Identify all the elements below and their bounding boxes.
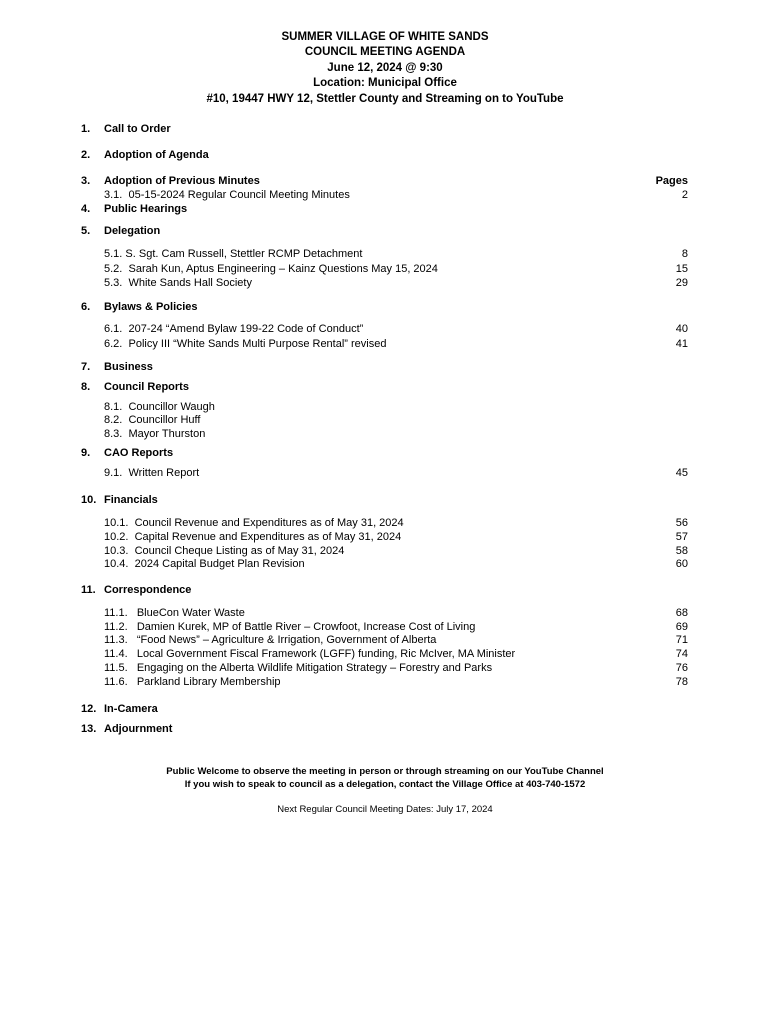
subitem-number: 5.1. — [104, 248, 123, 260]
subitem-label: Sarah Kun, Aptus Engineering – Kainz Questions May 15, 2024 — [128, 263, 438, 275]
subitem-label: BlueCon Water Waste — [136, 607, 245, 619]
agenda-subitem-10-3 — [104, 544, 344, 558]
page-number: 56 — [675, 517, 688, 529]
subitem-label: Council Revenue and Expenditures as of May 31, 2024 — [134, 517, 404, 529]
item-label: In-Camera — [104, 703, 158, 715]
public-welcome-note: Public Welcome to observe the meeting in person or through streaming on our YouTube Channel — [166, 766, 604, 777]
agenda-subitem-3-1 — [104, 188, 350, 202]
item-label: Financials — [104, 494, 158, 506]
agenda-subitem-5-3 — [104, 276, 252, 290]
subitem-number: 8.2. — [104, 414, 123, 426]
header-address: #10, 19447 HWY 12, Stettler County and Streaming on to YouTube — [206, 92, 564, 105]
item-number: 10. — [81, 494, 97, 506]
agenda-subitem-10-2 — [104, 530, 401, 544]
page-number: 71 — [675, 634, 688, 646]
subitem-label: Councillor Huff — [128, 414, 201, 426]
header-location: Location: Municipal Office — [313, 77, 457, 90]
item-label: Public Hearings — [104, 203, 188, 215]
subitem-label: White Sands Hall Society — [128, 277, 252, 289]
page-number: 15 — [675, 263, 688, 275]
agenda-subitem-8-2 — [104, 413, 200, 427]
agenda-subitem-5-1 — [104, 247, 362, 261]
page-number: 40 — [675, 323, 688, 335]
page-number: 74 — [675, 648, 688, 660]
agenda-subitem-8-3 — [104, 427, 205, 441]
subitem-number: 9.1. — [104, 467, 123, 479]
page-number: 45 — [675, 467, 688, 479]
item-number: 11. — [81, 584, 96, 596]
item-number: 3. — [81, 175, 91, 187]
item-label: Adoption of Previous Minutes — [104, 175, 260, 187]
item-label: Council Reports — [104, 381, 189, 393]
agenda-subitem-5-2 — [104, 262, 438, 276]
agenda-subitem-6-2 — [104, 337, 386, 351]
subitem-number: 10.1. — [104, 517, 129, 529]
item-label: Adjournment — [104, 723, 173, 735]
agenda-subitem-8-1 — [104, 400, 215, 414]
agenda-subitem-10-4 — [104, 557, 305, 571]
page-number: 57 — [675, 531, 688, 543]
subitem-number: 6.1. — [104, 323, 123, 335]
page-number: 29 — [675, 277, 688, 289]
page-number: 78 — [675, 676, 688, 688]
agenda-subitem-6-1 — [104, 322, 363, 336]
agenda-subitem-9-1 — [104, 466, 199, 480]
subitem-number: 5.3. — [104, 277, 123, 289]
item-label: CAO Reports — [104, 447, 174, 459]
agenda-subitem-10-1 — [104, 516, 404, 530]
subitem-label: Written Report — [128, 467, 200, 479]
subitem-label: Council Cheque Listing as of May 31, 2024 — [134, 545, 345, 557]
subitem-label: Damien Kurek, MP of Battle River – Crowfoot, Increase Cost of Living — [136, 621, 476, 633]
subitem-number: 10.3. — [104, 545, 129, 557]
item-label: Bylaws & Policies — [104, 301, 198, 313]
header-organization: SUMMER VILLAGE OF WHITE SANDS — [281, 31, 489, 43]
subitem-number: 11.2. — [104, 621, 128, 633]
subitem-label: Local Government Fiscal Framework (LGFF) funding, Ric McIver, MA Minister — [136, 648, 516, 660]
item-number: 9. — [81, 447, 91, 459]
subitem-label: Engaging on the Alberta Wildlife Mitigation Strategy – Forestry and Parks — [136, 662, 493, 674]
page-number: 8 — [681, 248, 688, 260]
subitem-number: 10.4. — [104, 558, 129, 570]
item-number: 4. — [81, 203, 91, 215]
page-number: 68 — [675, 607, 688, 619]
subitem-label: S. Sgt. Cam Russell, Stettler RCMP Detachment — [125, 248, 363, 260]
page-number: 2 — [681, 189, 688, 201]
page-number: 58 — [675, 545, 688, 557]
page-number: 41 — [675, 338, 688, 350]
item-label: Adoption of Agenda — [104, 149, 209, 161]
subitem-label: Councillor Waugh — [128, 401, 215, 413]
pages-column-header: Pages — [655, 175, 688, 187]
item-label: Call to Order — [104, 123, 171, 135]
subitem-number: 11.5. — [104, 662, 128, 674]
subitem-number: 5.2. — [104, 263, 123, 275]
subitem-label: Policy III “White Sands Multi Purpose Rental” revised — [128, 338, 387, 350]
item-number: 5. — [81, 225, 91, 237]
item-number: 6. — [81, 301, 91, 313]
subitem-number: 8.3. — [104, 428, 123, 440]
agenda-subitem-11-4 — [104, 647, 515, 661]
item-label: Business — [104, 361, 153, 373]
subitem-label: Parkland Library Membership — [136, 676, 281, 688]
subitem-number: 8.1. — [104, 401, 123, 413]
item-number: 2. — [81, 149, 91, 161]
header-date-time: June 12, 2024 @ 9:30 — [327, 61, 443, 74]
subitem-number: 11.1. — [104, 607, 128, 619]
delegation-contact-note: If you wish to speak to council as a delegation, contact the Village Office at 403-740-1572 — [184, 779, 586, 790]
subitem-label: 2024 Capital Budget Plan Revision — [134, 558, 305, 570]
page-number: 60 — [675, 558, 688, 570]
item-label: Correspondence — [104, 584, 192, 596]
item-number: 13. — [81, 723, 97, 735]
agenda-subitem-11-2 — [104, 620, 475, 634]
subitem-number: 11.6. — [104, 676, 128, 688]
subitem-label: Capital Revenue and Expenditures as of May 31, 2024 — [134, 531, 402, 543]
subitem-number: 3.1. — [104, 189, 123, 201]
next-meeting-date: Next Regular Council Meeting Dates: July 17, 2024 — [277, 804, 493, 815]
subitem-number: 10.2. — [104, 531, 129, 543]
subitem-label: Mayor Thurston — [128, 428, 206, 440]
agenda-subitem-11-3 — [104, 633, 436, 647]
subitem-label: “Food News” – Agriculture & Irrigation, Government of Alberta — [136, 634, 437, 646]
agenda-header — [0, 30, 770, 107]
page-number: 76 — [675, 662, 688, 674]
agenda-subitem-11-5 — [104, 661, 492, 675]
agenda-subitem-11-1 — [104, 606, 245, 620]
agenda-subitem-11-6 — [104, 675, 281, 689]
item-number: 12. — [81, 703, 97, 715]
page-number: 69 — [675, 621, 688, 633]
item-number: 7. — [81, 361, 91, 373]
item-label: Delegation — [104, 225, 161, 237]
subitem-number: 11.3. — [104, 634, 128, 646]
subitem-number: 11.4. — [104, 648, 128, 660]
subitem-label: 207-24 “Amend Bylaw 199-22 Code of Conduct” — [128, 323, 364, 335]
item-number: 8. — [81, 381, 91, 393]
subitem-number: 6.2. — [104, 338, 123, 350]
header-document-title: COUNCIL MEETING AGENDA — [304, 46, 466, 59]
item-number: 1. — [81, 123, 91, 135]
subitem-label: 05-15-2024 Regular Council Meeting Minutes — [128, 189, 350, 201]
